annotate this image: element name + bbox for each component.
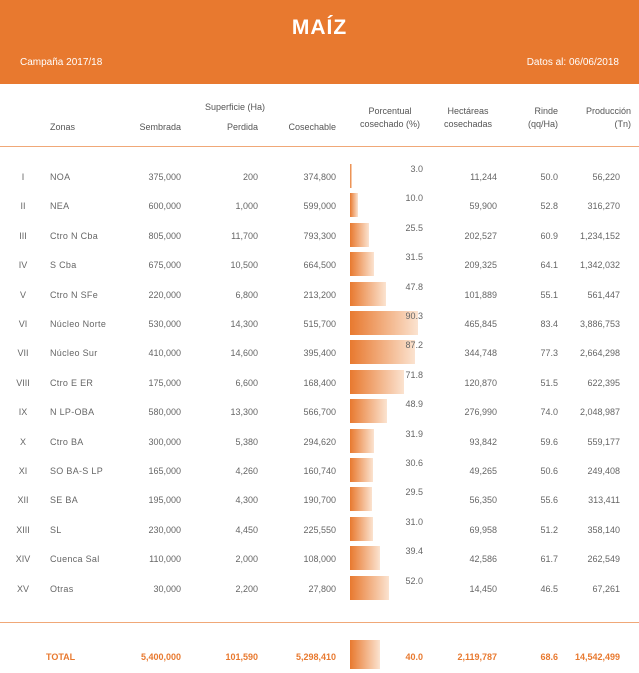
campaign-label: Campaña 2017/18 <box>20 57 103 68</box>
table-row <box>0 280 639 309</box>
pct-cell: 90.3 <box>405 311 423 321</box>
zone-number: VIII <box>16 377 30 388</box>
rinde-cell: 46.5 <box>540 583 558 594</box>
total-hectareas: 2,119,787 <box>457 652 497 662</box>
produccion-cell: 2,048,987 <box>579 407 620 418</box>
hectareas-cell: 101,889 <box>464 289 497 300</box>
rinde-cell: 61.7 <box>540 554 558 565</box>
hectareas-cell: 93,842 <box>469 436 497 447</box>
total-divider <box>0 622 639 623</box>
perdida-cell: 4,450 <box>235 524 258 535</box>
cosechable-cell: 664,500 <box>303 260 336 271</box>
date-label: Datos al: 06/06/2018 <box>526 57 619 68</box>
cosechable-cell: 515,700 <box>303 319 336 329</box>
pct-cell: 10.0 <box>405 193 423 204</box>
perdida-cell: 5,380 <box>235 436 258 447</box>
zone-name: Ctro N SFe <box>50 289 99 300</box>
col-rinde <box>528 105 558 131</box>
produccion-cell: 313,411 <box>588 495 620 506</box>
produccion-cell: 67,261 <box>592 583 620 594</box>
hectareas-cell: 276,990 <box>464 407 497 418</box>
perdida-cell: 4,300 <box>235 495 258 506</box>
table-row <box>0 250 639 279</box>
zone-name: Ctro N Cba <box>50 230 99 241</box>
total-label: TOTAL <box>46 652 76 662</box>
rinde-cell: 55.1 <box>540 289 558 300</box>
pct-bar <box>350 517 373 541</box>
header-banner <box>0 0 639 84</box>
cosechable-cell: 160,740 <box>303 466 336 476</box>
total-row <box>0 640 639 669</box>
produccion-cell: 358,140 <box>587 524 620 535</box>
hectareas-cell: 465,845 <box>464 319 497 329</box>
zone-name: SL <box>50 524 62 535</box>
total-produccion: 14,542,499 <box>574 652 620 662</box>
hectareas-cell: 49,265 <box>469 466 497 476</box>
zone-number: X <box>19 436 26 447</box>
perdida-cell: 13,300 <box>230 407 258 418</box>
sembrada-cell: 675,000 <box>148 260 181 271</box>
rinde-cell: 50.0 <box>540 172 558 182</box>
pct-bar <box>350 223 369 247</box>
total-pct: 40.0 <box>405 652 423 662</box>
cosechable-cell: 599,000 <box>303 201 336 212</box>
pct-cell: 48.9 <box>405 399 423 410</box>
pct-bar <box>350 282 386 306</box>
table-row <box>0 338 639 367</box>
rinde-cell: 74.0 <box>540 407 558 418</box>
zone-name: SE BA <box>50 495 79 506</box>
sembrada-cell: 580,000 <box>148 407 181 418</box>
rinde-cell: 55.6 <box>540 495 558 506</box>
pct-cell: 25.5 <box>405 222 423 233</box>
hectareas-cell: 42,586 <box>469 554 497 565</box>
hectareas-cell: 14,450 <box>469 583 497 594</box>
pct-bar <box>350 546 380 570</box>
col-porcentual <box>345 105 435 131</box>
pct-cell: 87.2 <box>405 340 423 351</box>
perdida-cell: 14,600 <box>230 348 258 359</box>
produccion-cell: 1,234,152 <box>579 230 620 241</box>
produccion-cell: 262,549 <box>587 554 620 565</box>
zone-number: XI <box>18 466 28 476</box>
table-row <box>0 309 639 338</box>
zone-number: III <box>19 230 27 241</box>
col-zonas: Zonas <box>50 122 76 132</box>
sembrada-cell: 300,000 <box>148 436 181 447</box>
total-cosechable: 5,298,410 <box>295 652 336 662</box>
perdida-cell: 1,000 <box>235 201 258 212</box>
pct-cell: 29.5 <box>405 487 423 498</box>
zone-number: XIII <box>16 524 30 535</box>
pct-bar <box>350 576 389 600</box>
perdida-cell: 6,800 <box>235 289 258 300</box>
sembrada-cell: 110,000 <box>149 554 181 565</box>
col-sembrada: Sembrada <box>139 122 181 132</box>
cosechable-cell: 108,000 <box>303 554 336 565</box>
sembrada-cell: 30,000 <box>153 583 181 594</box>
sembrada-cell: 195,000 <box>148 495 181 506</box>
sembrada-cell: 410,000 <box>148 348 181 359</box>
pct-cell: 39.4 <box>405 546 423 557</box>
zone-name: S Cba <box>50 260 77 271</box>
col-produccion-line2: (Tn) <box>614 119 631 129</box>
pct-bar <box>350 429 374 453</box>
zone-name: NOA <box>50 172 71 182</box>
rinde-cell: 60.9 <box>540 230 558 241</box>
hectareas-cell: 202,527 <box>464 230 497 241</box>
sembrada-cell: 220,000 <box>148 289 181 300</box>
sembrada-cell: 530,000 <box>148 319 181 329</box>
sembrada-cell: 175,000 <box>148 377 181 388</box>
hectareas-cell: 59,900 <box>469 201 497 212</box>
produccion-cell: 249,408 <box>587 466 620 476</box>
zone-name: Cuenca Sal <box>50 554 100 565</box>
cosechable-cell: 374,800 <box>303 172 336 182</box>
produccion-cell: 1,342,032 <box>579 260 620 271</box>
rinde-cell: 51.2 <box>540 524 558 535</box>
zone-number: XIV <box>15 554 31 565</box>
table-row <box>0 456 639 485</box>
pct-cell: 52.0 <box>405 575 423 586</box>
sembrada-cell: 600,000 <box>148 201 181 212</box>
perdida-cell: 4,260 <box>235 466 258 476</box>
pct-cell: 31.9 <box>405 428 423 439</box>
zone-name: Ctro BA <box>50 436 84 447</box>
col-cosechable: Cosechable <box>288 122 336 132</box>
cosechable-cell: 793,300 <box>303 230 336 241</box>
rinde-cell: 51.5 <box>540 377 558 388</box>
rinde-cell: 59.6 <box>540 436 558 447</box>
sembrada-cell: 165,000 <box>148 466 181 476</box>
rinde-cell: 83.4 <box>540 319 558 329</box>
zone-number: VI <box>18 319 28 329</box>
produccion-cell: 316,270 <box>587 201 620 212</box>
cosechable-cell: 190,700 <box>303 495 336 506</box>
zone-name: Otras <box>50 583 74 594</box>
zone-name: Núcleo Norte <box>50 319 107 329</box>
perdida-cell: 10,500 <box>230 260 258 271</box>
pct-cell: 31.0 <box>405 516 423 527</box>
col-rinde-line1: Rinde <box>534 106 558 116</box>
table-row <box>0 397 639 426</box>
page-title: MAÍZ <box>291 16 348 39</box>
col-perdida: Perdida <box>226 122 258 132</box>
table-row <box>0 485 639 514</box>
zone-name: SO BA-S LP <box>50 466 104 476</box>
sembrada-cell: 375,000 <box>148 172 181 182</box>
col-hectareas-line2: cosechadas <box>443 119 493 129</box>
total-pct-bar <box>350 640 380 669</box>
col-rinde-line2: (qq/Ha) <box>527 119 558 129</box>
col-porcentual-line2: cosechado (%) <box>359 119 421 129</box>
rinde-cell: 52.8 <box>540 201 558 212</box>
hectareas-cell: 56,350 <box>469 495 497 506</box>
pct-bar <box>350 252 374 276</box>
pct-bar <box>350 164 352 188</box>
rinde-cell: 64.1 <box>540 260 558 271</box>
produccion-cell: 622,395 <box>587 377 620 388</box>
table-row <box>0 574 639 603</box>
total-rinde: 68.6 <box>540 652 558 662</box>
col-produccion-line1: Producción <box>585 106 631 116</box>
hectareas-cell: 11,244 <box>470 172 497 182</box>
pct-bar <box>350 193 358 217</box>
total-perdida: 101,590 <box>225 652 258 662</box>
zone-name: Ctro E ER <box>50 377 94 388</box>
zone-number: IX <box>18 407 28 418</box>
zone-name: N LP-OBA <box>50 407 95 418</box>
table-row <box>0 368 639 397</box>
col-hectareas-line1: Hectáreas <box>447 106 489 116</box>
pct-cell: 30.6 <box>405 458 423 468</box>
zone-number: II <box>20 201 26 212</box>
produccion-cell: 559,177 <box>587 436 620 447</box>
produccion-cell: 561,447 <box>587 289 620 300</box>
produccion-cell: 56,220 <box>592 172 620 182</box>
perdida-cell: 11,700 <box>231 230 258 241</box>
table-row <box>0 515 639 544</box>
hectareas-cell: 209,325 <box>464 260 497 271</box>
sembrada-cell: 805,000 <box>148 230 181 241</box>
produccion-cell: 2,664,298 <box>579 348 620 359</box>
pct-bar <box>350 370 404 394</box>
cosechable-cell: 168,400 <box>303 377 336 388</box>
pct-cell: 31.5 <box>405 252 423 263</box>
table-row <box>0 221 639 250</box>
total-sembrada: 5,400,000 <box>140 652 181 662</box>
zone-number: I <box>21 172 25 182</box>
zone-number: XV <box>16 583 29 594</box>
pct-bar <box>350 458 373 482</box>
header-divider <box>0 146 639 147</box>
pct-bar <box>350 399 387 423</box>
perdida-cell: 2,200 <box>235 583 258 594</box>
hectareas-cell: 69,958 <box>469 524 497 535</box>
perdida-cell: 2,000 <box>235 554 258 565</box>
sembrada-cell: 230,000 <box>148 524 181 535</box>
rinde-cell: 50.6 <box>540 466 558 476</box>
table-row <box>0 544 639 573</box>
table-row <box>0 427 639 456</box>
hectareas-cell: 120,870 <box>464 377 497 388</box>
perdida-cell: 200 <box>242 172 258 182</box>
zone-number: XII <box>17 495 29 506</box>
cosechable-cell: 213,200 <box>303 289 336 300</box>
hectareas-cell: 344,748 <box>464 348 497 359</box>
col-porcentual-line1: Porcentual <box>368 106 412 116</box>
cosechable-cell: 225,550 <box>303 524 336 535</box>
pct-cell: 3.0 <box>410 164 423 174</box>
table-row <box>0 191 639 220</box>
col-hectareas <box>428 105 508 131</box>
zone-name: NEA <box>50 201 70 212</box>
perdida-cell: 14,300 <box>230 319 258 329</box>
pct-cell: 47.8 <box>405 281 423 292</box>
cosechable-cell: 566,700 <box>303 407 336 418</box>
rinde-cell: 77.3 <box>540 348 558 359</box>
zone-number: V <box>19 289 26 300</box>
cosechable-cell: 395,400 <box>303 348 336 359</box>
pct-bar <box>350 487 372 511</box>
cosechable-cell: 294,620 <box>303 436 336 447</box>
zone-number: VII <box>17 348 29 359</box>
col-produccion <box>586 105 631 131</box>
zone-number: IV <box>18 260 28 271</box>
pct-cell: 71.8 <box>405 369 423 380</box>
col-superficie: Superficie (Ha) <box>204 102 266 112</box>
zone-name: Núcleo Sur <box>50 348 98 359</box>
perdida-cell: 6,600 <box>235 377 258 388</box>
cosechable-cell: 27,800 <box>308 583 336 594</box>
produccion-cell: 3,886,753 <box>579 319 620 329</box>
table-row <box>0 162 639 191</box>
